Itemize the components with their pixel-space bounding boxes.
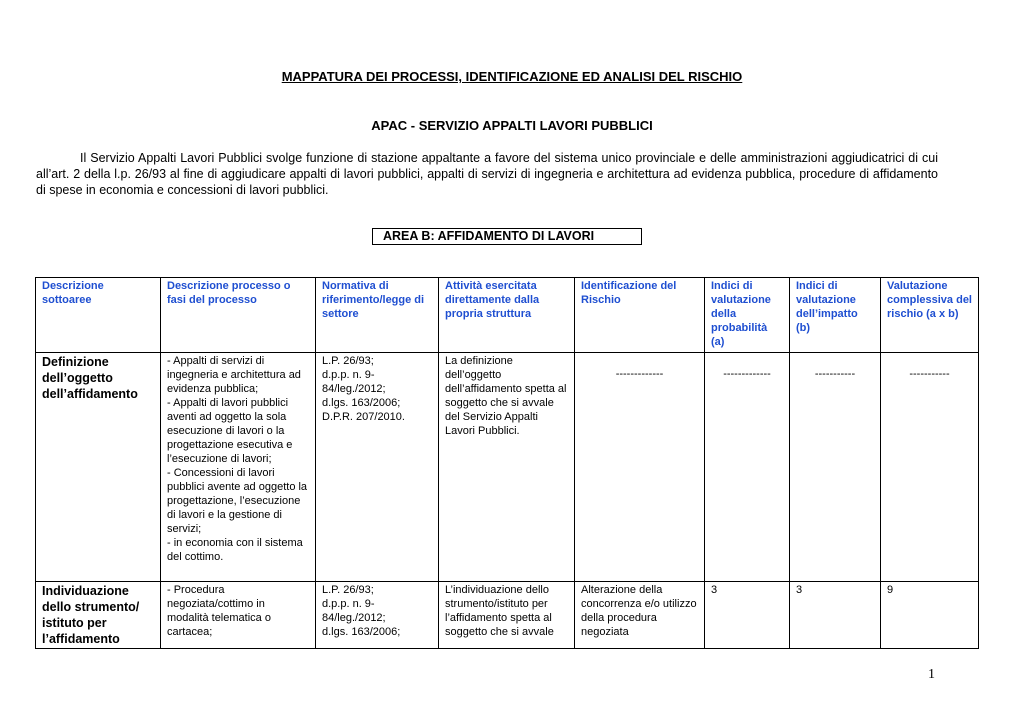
- activity-cell: L’individuazione dello strumento/istituto per l’affidamento spetta al soggetto che si avvale: [439, 582, 575, 649]
- table-row: [36, 582, 979, 649]
- header-cell: Descrizione processo o fasi del processo: [161, 278, 316, 353]
- table-row: [36, 353, 979, 582]
- header-cell: Valutazione complessiva del rischio (a x b): [881, 278, 979, 353]
- total-cell: 9: [881, 582, 979, 649]
- area-title-box: AREA B: AFFIDAMENTO DI LAVORI: [372, 228, 642, 245]
- document-title: MAPPATURA DEI PROCESSI, IDENTIFICAZIONE ED ANALISI DEL RISCHIO: [281, 69, 743, 84]
- intro-text: Il Servizio Appalti Lavori Pubblici svolge funzione di stazione appaltante a favore del sistema unico provinciale e delle amministrazioni aggiudicatrici di cui all’art. 2 della l.p. 26/93 al fine di aggiudicare appalti di lavori pubblici, appalti di servizi di ingegneria e architettura ad evidenza pubblica, procedure di affidamento di spese in economia e concessioni di lavori pubblici.: [36, 151, 938, 197]
- header-cell: Attività esercitata direttamente dalla propria struttura: [439, 278, 575, 353]
- risk-cell: -------------: [575, 353, 705, 582]
- process-cell: - Appalti di servizi di ingegneria e architettura ad evidenza pubblica; - Appalti di lavori pubblici aventi ad oggetto la sola esecuzione di lavori o la progettazione esecutiva e l’esecuzione di lavori; - Concessioni di lavori pubblici avente ad oggetto la progettazione, l’esecuzione di lavori e la gestione di servizi; - in economia con il sistema del cottimo.: [161, 353, 316, 582]
- impact-cell: -----------: [790, 353, 881, 582]
- page-number: 1: [928, 667, 935, 682]
- process-cell: - Procedura negoziata/cottimo in modalità telematica o cartacea;: [161, 582, 316, 649]
- total-cell: -----------: [881, 353, 979, 582]
- risk-table: [35, 277, 979, 649]
- intro-paragraph: [36, 150, 938, 198]
- norms-cell: L.P. 26/93; d.p.p. n. 9-84/leg./2012; d.lgs. 163/2006;: [316, 582, 439, 649]
- probability-cell: 3: [705, 582, 790, 649]
- table-header-row: [36, 278, 979, 353]
- header-cell: Identificazione del Rischio: [575, 278, 705, 353]
- impact-cell: 3: [790, 582, 881, 649]
- header-cell: Indici di valutazione dell’impatto (b): [790, 278, 881, 353]
- header-cell: Indici di valutazione della probabilità (a): [705, 278, 790, 353]
- header-cell: Normativa di riferimento/legge di settore: [316, 278, 439, 353]
- subarea-cell: Definizione dell’oggetto dell’affidamento: [36, 353, 161, 582]
- activity-cell: La definizione dell’oggetto dell’affidamento spetta al soggetto che si avvale del Servizio Appalti Lavori Pubblici.: [439, 353, 575, 582]
- document-subtitle: APAC - SERVIZIO APPALTI LAVORI PUBBLICI: [371, 118, 653, 133]
- norms-cell: L.P. 26/93; d.p.p. n. 9-84/leg./2012; d.lgs. 163/2006; D.P.R. 207/2010.: [316, 353, 439, 582]
- risk-cell: Alterazione della concorrenza e/o utilizzo della procedura negoziata: [575, 582, 705, 649]
- header-cell: Descrizione sottoaree: [36, 278, 161, 353]
- probability-cell: -------------: [705, 353, 790, 582]
- subarea-cell: Individuazione dello strumento/ istituto per l’affidamento: [36, 582, 161, 649]
